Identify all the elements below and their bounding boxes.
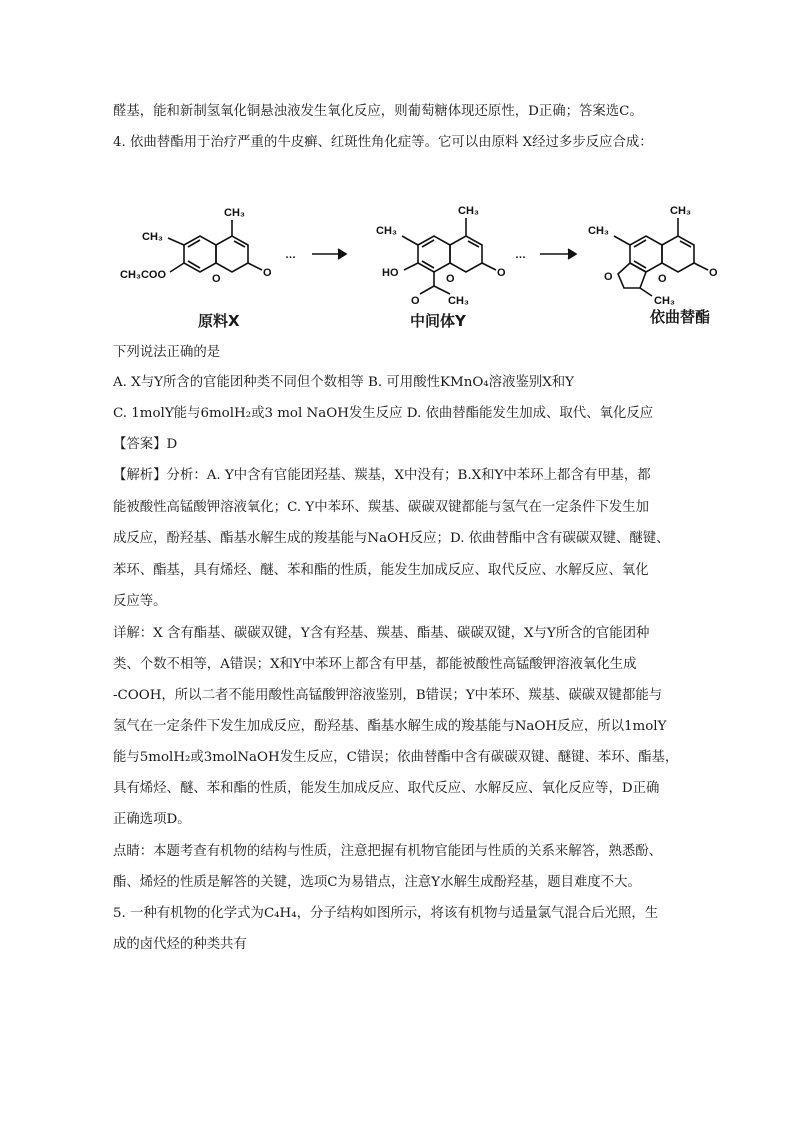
x-carbonyl-oxygen-label: O (263, 267, 272, 279)
analysis-line: 能被酸性高锰酸钾溶液氧化；C. Y中苯环、羰基、碳碳双键都能与氢气在一定条件下发生加 (113, 500, 649, 515)
product-ring-oxygen-label: O (658, 273, 667, 285)
x-ring-oxygen-label: O (212, 273, 221, 285)
product-methyl-6-label: CH₃ (588, 225, 609, 237)
detail-line: -COOH，所以二者不能用酸性高锰酸钾溶液鉴别，B错误；Y中苯环、羰基、碳碳双键都能与 (113, 688, 663, 703)
y-acetyl-oxygen-label: O (411, 295, 420, 307)
analysis-line: 苯环、酯基，具有烯烃、醚、苯和酯的性质，能发生加成反应、取代反应、水解反应、氧化 (113, 563, 649, 578)
detail-line: 能与5molH₂或3molNaOH发生反应，C错误；依曲替酯中含有碳碳双键、醚键、苯环、酯基， (113, 750, 679, 765)
reaction-scheme (120, 190, 760, 340)
detail-line: 类、个数不相等，A错误；X和Y中苯环上都含有甲基，都能被酸性高锰酸钾溶液氧化生成 (113, 657, 637, 672)
detail-line: 氢气在一定条件下发生加成反应，酚羟基、酯基水解生成的羧基能与NaOH反应，所以1molY (113, 719, 667, 734)
analysis-line: 【解析】分析：A. Y中含有官能团羟基、羰基，X中没有；B.X和Y中苯环上都含有甲基，都 (113, 468, 651, 483)
reaction-dots-2: … (515, 249, 526, 261)
detail-line: 详解：X 含有酯基、碳碳双键，Y含有羟基、羰基、酯基、碳碳双键，X与Y所含的官能团种 (113, 626, 650, 641)
molecule-x-structure (168, 220, 262, 272)
reaction-dots-1: … (285, 249, 296, 261)
product-carbonyl-oxygen-label: O (709, 267, 718, 279)
y-carbonyl-oxygen-label: O (497, 267, 506, 279)
y-acetyl-methyl-label: CH₃ (448, 295, 469, 307)
analysis-line: 成反应，酚羟基、酯基水解生成的羧基能与NaOH反应；D. 依曲替酯中含有碳碳双键、醚键、 (113, 531, 670, 546)
tip-line: 酯、烯烃的性质是解答的关键，选项C为易错点，注意Y水解生成酚羟基，题目难度不大。 (113, 875, 641, 890)
options-a-b: A. X与Y所含的官能团种类不同但个数相等 B. 可用酸性KMnO₄溶液鉴别X和Y (113, 375, 574, 390)
caption-raw-material-x: 原料X (198, 312, 240, 330)
product-furan-methyl-label: CH₃ (654, 295, 675, 307)
tip-line: 点睛：本题考查有机物的结构与性质，注意把握有机物官能团与性质的关系来解答，熟悉酚、 (113, 844, 663, 859)
question-4-stem: 4. 依曲替酯用于治疗严重的牛皮癣、红斑性角化症等。它可以由原料 X经过多步反应合成： (113, 135, 653, 150)
question-5-stem: 成的卤代烃的种类共有 (113, 937, 247, 952)
x-methyl-4-label: CH₃ (224, 207, 245, 219)
detail-line: 具有烯烃、醚、苯和酯的性质，能发生加成反应、取代反应、水解反应、氧化反应等，D正确 (113, 781, 660, 796)
product-furan-oxygen-label: O (604, 271, 613, 283)
x-methyl-6-label: CH₃ (142, 231, 163, 243)
text-line: 醛基，能和新制氢氧化铜悬浊液发生氧化反应，则葡萄糖体现还原性，D正确；答案选C。 (113, 104, 643, 119)
analysis-line: 反应等。 (113, 594, 167, 609)
question-5-stem: 5. 一种有机物的化学式为C₄H₄，分子结构如图所示，将该有机物与适量氯气混合后光照，生 (113, 906, 659, 921)
y-hydroxyl-label: HO (382, 267, 399, 279)
product-methyl-4-label: CH₃ (670, 205, 691, 217)
caption-intermediate-y: 中间体Y (410, 312, 466, 330)
question-prompt: 下列说法正确的是 (113, 345, 221, 360)
options-c-d: C. 1molY能与6molH₂或3 mol NaOH发生反应 D. 依曲替酯能发生加成、取代、氧化反应 (113, 406, 654, 421)
caption-product: 依曲替酯 (650, 308, 711, 326)
x-acetoxy-label: CH₃COO (120, 269, 167, 281)
answer-line: 【答案】D (113, 437, 178, 452)
y-methyl-4-label: CH₃ (458, 205, 479, 217)
detail-line: 正确选项D。 (113, 812, 191, 827)
y-methyl-6-label: CH₃ (376, 225, 397, 237)
y-ring-oxygen-label: O (446, 273, 455, 285)
